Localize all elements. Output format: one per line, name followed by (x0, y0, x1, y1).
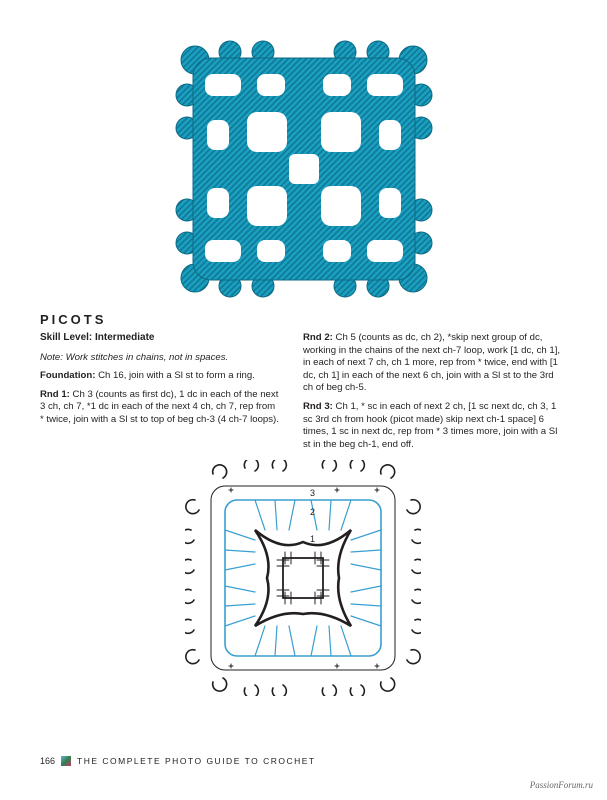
foundation-text: Ch 16, join with a Sl st to form a ring. (95, 370, 255, 382)
round-label: Rnd 1: (40, 388, 70, 400)
instructions-left-column (40, 332, 280, 433)
watermark: PassionForum.ru (529, 780, 593, 790)
foundation-instruction (40, 370, 280, 383)
round-text: Ch 3 (counts as first dc), 1 dc in each of the next 3 ch, ch 7, *1 dc in each of the next 4 ch, ch 7, rep from * twice, join with a Sl st to top of beg ch-3 (4 ch-7 loops). (40, 388, 279, 425)
page-footer (40, 756, 316, 766)
book-title: THE COMPLETE PHOTO GUIDE TO CROCHET (77, 756, 316, 766)
book-logo-icon (61, 756, 71, 766)
round-label: Rnd 3: (303, 400, 333, 412)
section-title: PICOTS (40, 312, 107, 327)
chart-round-label: 1 (310, 534, 316, 544)
foundation-label: Foundation: (40, 370, 96, 382)
round-label: Rnd 2: (303, 332, 333, 343)
crochet-chart-diagram (185, 460, 421, 696)
chart-round-label: 2 (310, 507, 316, 517)
chart-round-label: 3 (310, 488, 316, 498)
skill-level: Skill Level: Intermediate (40, 332, 155, 343)
round-3-instruction (303, 401, 565, 451)
note: Note: Work stitches in chains, not in spaces. (40, 351, 229, 363)
round-2-instruction (303, 332, 565, 395)
round-text: Ch 5 (counts as dc, ch 2), *skip next group of dc, working in the chains of the next ch-7 loop, work [1 dc, ch 1], in each of next 7 ch, ch 1 more, rep from * twice, end with [1 dc, ch 1] in each of the next 6 ch, join with a Sl st to the 3rd ch of beg ch-5. (303, 332, 561, 394)
crochet-square-photo (175, 40, 433, 298)
round-text: Ch 1, * sc in each of next 2 ch, [1 sc next dc, ch 3, 1 sc 3rd ch from hook (picot made) skip next ch-1 space] 6 times, 1 sc in next dc, rep from * 3 times more, join with a Sl st in the beg ch-1, end off. (303, 400, 558, 450)
page-number: 166 (40, 756, 56, 766)
round-1-instruction (40, 389, 280, 427)
instructions-right-column (303, 332, 565, 457)
